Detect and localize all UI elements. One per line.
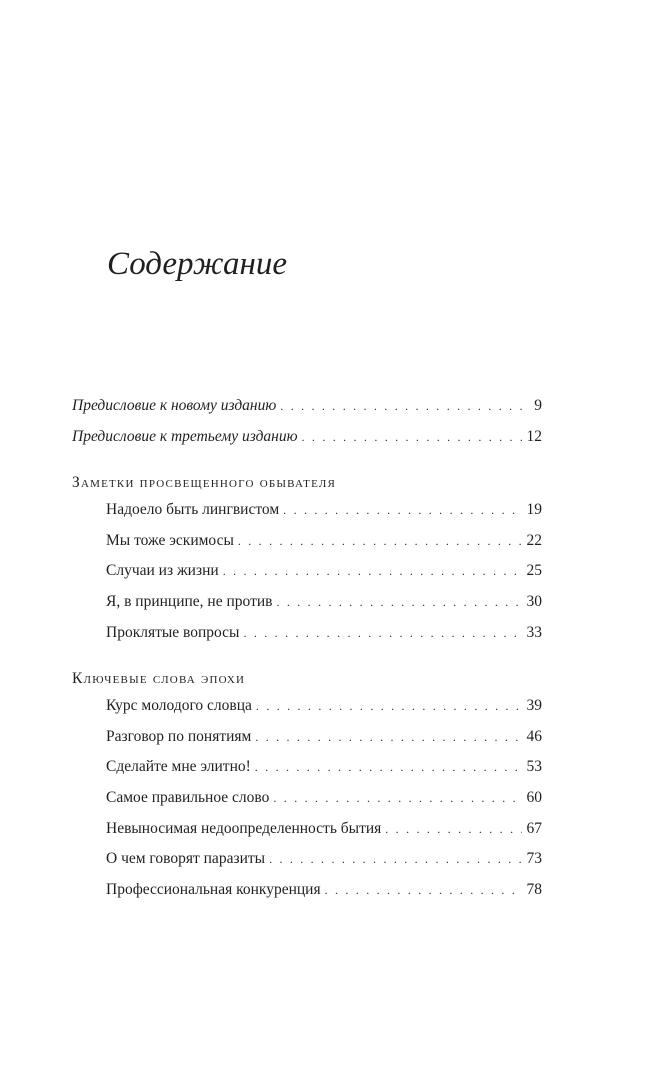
toc-entry[interactable] <box>72 563 542 594</box>
toc-entry-page-number: 25 <box>526 562 542 580</box>
toc-entry-title: Невыносимая недоопределенность бытия <box>106 819 382 837</box>
toc-entry[interactable] <box>72 851 542 882</box>
toc-entry[interactable] <box>72 625 542 656</box>
dot-leader <box>302 431 522 443</box>
dot-leader <box>276 596 522 608</box>
dot-leader <box>243 627 522 639</box>
toc-entry-title: Самое правильное слово <box>106 788 270 806</box>
toc-entry[interactable] <box>72 882 542 913</box>
toc-entry-page-number: 22 <box>526 531 542 549</box>
toc-entry-title: Надоело быть лингвистом <box>106 501 280 519</box>
dot-leader <box>255 731 522 743</box>
dot-leader <box>280 400 522 412</box>
toc-entry[interactable] <box>72 502 542 533</box>
toc-entry[interactable] <box>72 533 542 564</box>
toc-section-heading-notes[interactable]: Заметки просвещенного обывателя <box>72 474 337 492</box>
toc-entry-title: Предисловие к новому изданию <box>72 397 277 414</box>
toc-entry[interactable] <box>72 729 542 760</box>
toc-section-heading-keywords[interactable]: Ключевые слова эпохи <box>72 670 246 688</box>
toc-entry-page-number: 12 <box>526 427 542 445</box>
toc-entry-page-number: 30 <box>526 592 542 610</box>
toc-entry[interactable] <box>72 790 542 821</box>
dot-leader <box>256 700 522 712</box>
toc-entry-title: Курс молодого словца <box>106 697 252 715</box>
toc-entry[interactable] <box>72 594 542 625</box>
toc-entry-preface-third-edition[interactable] <box>72 429 542 460</box>
toc-entry-page-number: 19 <box>526 501 542 519</box>
dot-leader <box>273 792 522 804</box>
toc-entry-page-number: 67 <box>526 819 542 837</box>
toc-entry-page-number: 39 <box>526 697 542 715</box>
toc-entry-preface-new-edition[interactable] <box>72 398 542 429</box>
dot-leader <box>238 535 522 547</box>
toc-entry-title: Мы тоже эскимосы <box>106 531 234 549</box>
dot-leader <box>283 504 522 516</box>
page-title: Содержание <box>107 246 288 282</box>
dot-leader <box>385 823 522 835</box>
dot-leader <box>223 565 522 577</box>
dot-leader <box>255 761 522 773</box>
dot-leader <box>325 884 522 896</box>
toc-entry-page-number: 73 <box>526 850 542 868</box>
toc-entry-page-number: 33 <box>526 623 542 641</box>
toc-entry[interactable] <box>72 821 542 852</box>
toc-entry-title: Разговор по понятиям <box>106 727 252 745</box>
toc-entry-title: Сделайте мне элитно! <box>106 758 251 776</box>
toc-entry-title: О чем говорят паразиты <box>106 850 266 868</box>
toc-entry-title: Я, в принципе, не против <box>106 592 273 610</box>
toc-entry-page-number: 78 <box>526 880 542 898</box>
toc-entry-page-number: 53 <box>526 758 542 776</box>
toc-entry-title: Случаи из жизни <box>106 562 219 580</box>
toc-entry-title: Профессиональная конкуренция <box>106 880 321 898</box>
dot-leader <box>269 853 522 865</box>
toc-entry-title: Предисловие к третьему изданию <box>72 427 298 445</box>
toc-entry-page-number: 46 <box>526 727 542 745</box>
toc-entry-page-number: 9 <box>534 397 542 414</box>
toc-entry-title: Проклятые вопросы <box>106 623 240 641</box>
toc-entry[interactable] <box>72 759 542 790</box>
table-of-contents <box>72 398 542 912</box>
toc-entry-page-number: 60 <box>526 788 542 806</box>
toc-entry[interactable] <box>72 698 542 729</box>
